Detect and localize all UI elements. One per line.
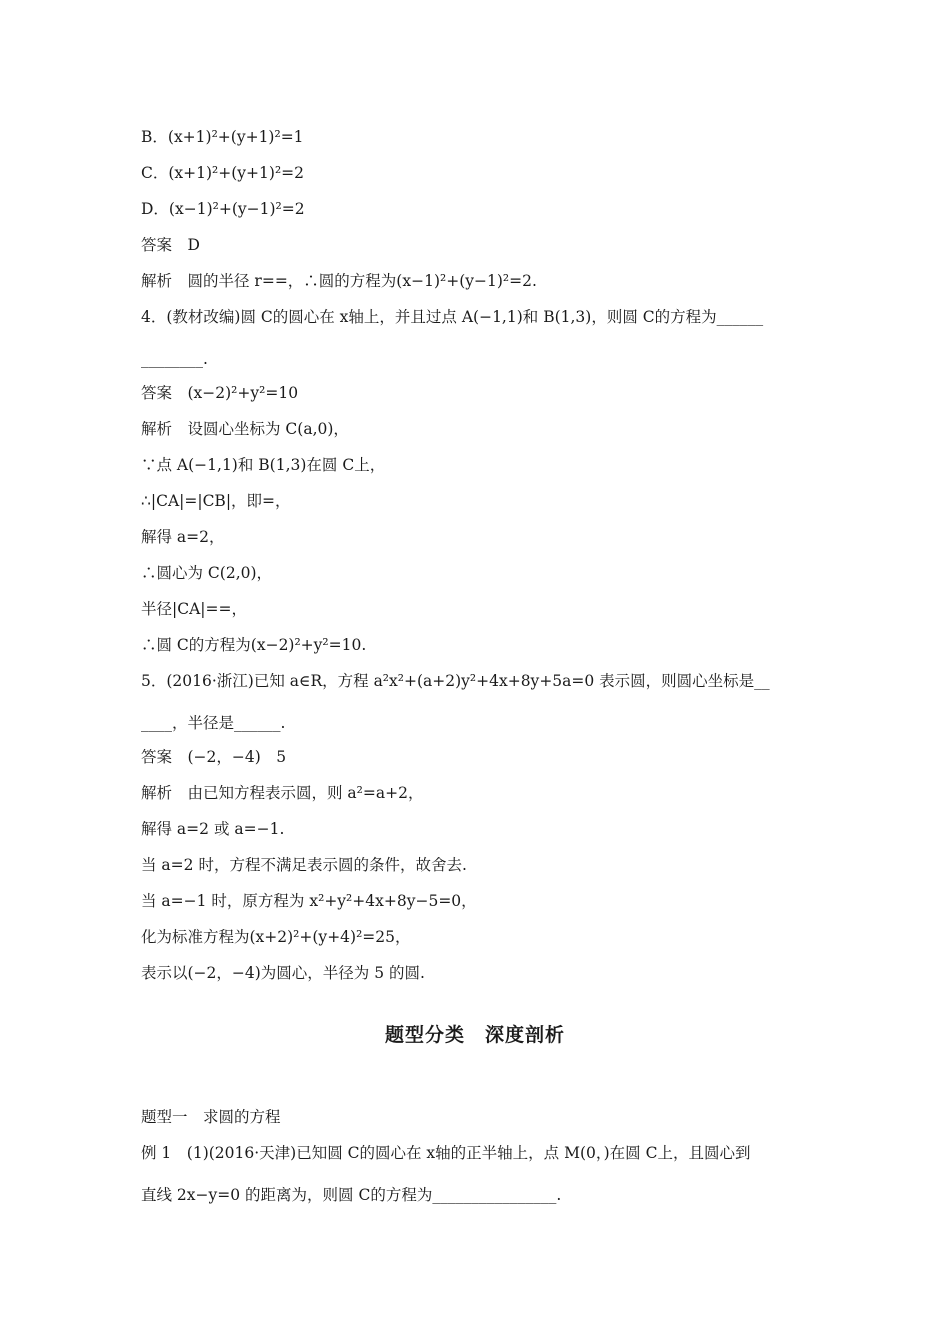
analysis-4-line-6: 半径|CA|==， (141, 600, 247, 618)
question-4-cont: ________. (141, 350, 208, 368)
section-heading: 题型分类 深度剖析 (384, 1024, 565, 1046)
question-4: 4．(教材改编)圆 C的圆心在 x轴上，并且过点 A(−1,1)和 B(1,3)，则圆 C的方程为______ (141, 308, 764, 326)
answer-4: 答案 (x−2)²+y²=10 (141, 384, 299, 402)
analysis-4-line-4: 解得 a=2， (141, 528, 225, 546)
analysis-4-line-2: ∵点 A(−1,1)和 B(1,3)在圆 C上， (141, 456, 386, 474)
analysis-4-line-5: ∴圆心为 C(2,0)， (141, 564, 273, 582)
analysis-4-line-3: ∴|CA|=|CB|，即=， (141, 492, 291, 510)
topic-title: 题型一 求圆的方程 (141, 1108, 281, 1126)
analysis-5-line-5: 化为标准方程为(x+2)²+(y+4)²=25， (141, 928, 411, 946)
analysis-3: 解析 圆的半径 r==，∴圆的方程为(x−1)²+(y−1)²=2. (141, 272, 537, 290)
analysis-5-line-6: 表示以(−2，−4)为圆心，半径为 5 的圆. (141, 964, 425, 982)
analysis-5-line-3: 当 a=2 时，方程不满足表示圆的条件，故舍去. (141, 856, 467, 874)
analysis-5-line-4: 当 a=−1 时，原方程为 x²+y²+4x+8y−5=0， (141, 892, 477, 910)
example-1-line-2: 直线 2x−y=0 的距离为，则圆 C的方程为________________. (141, 1186, 562, 1204)
question-5-cont: ____，半径是______. (141, 714, 286, 732)
analysis-5-line-1: 解析 由已知方程表示圆，则 a²=a+2， (141, 784, 424, 802)
analysis-5-line-2: 解得 a=2 或 a=−1. (141, 820, 285, 838)
analysis-4-line-7: ∴圆 C的方程为(x−2)²+y²=10. (141, 636, 367, 654)
example-1-line-1: 例 1 (1)(2016·天津)已知圆 C的圆心在 x轴的正半轴上，点 M(0，)在圆 C上，且圆心到 (141, 1144, 751, 1162)
question-5: 5．(2016·浙江)已知 a∈R，方程 a²x²+(a+2)y²+4x+8y+5a=0 表示圆，则圆心坐标是__ (141, 672, 770, 690)
answer-5: 答案 (−2，−4) 5 (141, 748, 287, 766)
analysis-4-line-1: 解析 设圆心坐标为 C(a,0)， (141, 420, 349, 438)
option-c: C．(x+1)²+(y+1)²=2 (141, 164, 305, 182)
option-b: B．(x+1)²+(y+1)²=1 (141, 128, 304, 146)
option-d: D．(x−1)²+(y−1)²=2 (141, 200, 305, 218)
answer-3: 答案 D (141, 236, 200, 254)
